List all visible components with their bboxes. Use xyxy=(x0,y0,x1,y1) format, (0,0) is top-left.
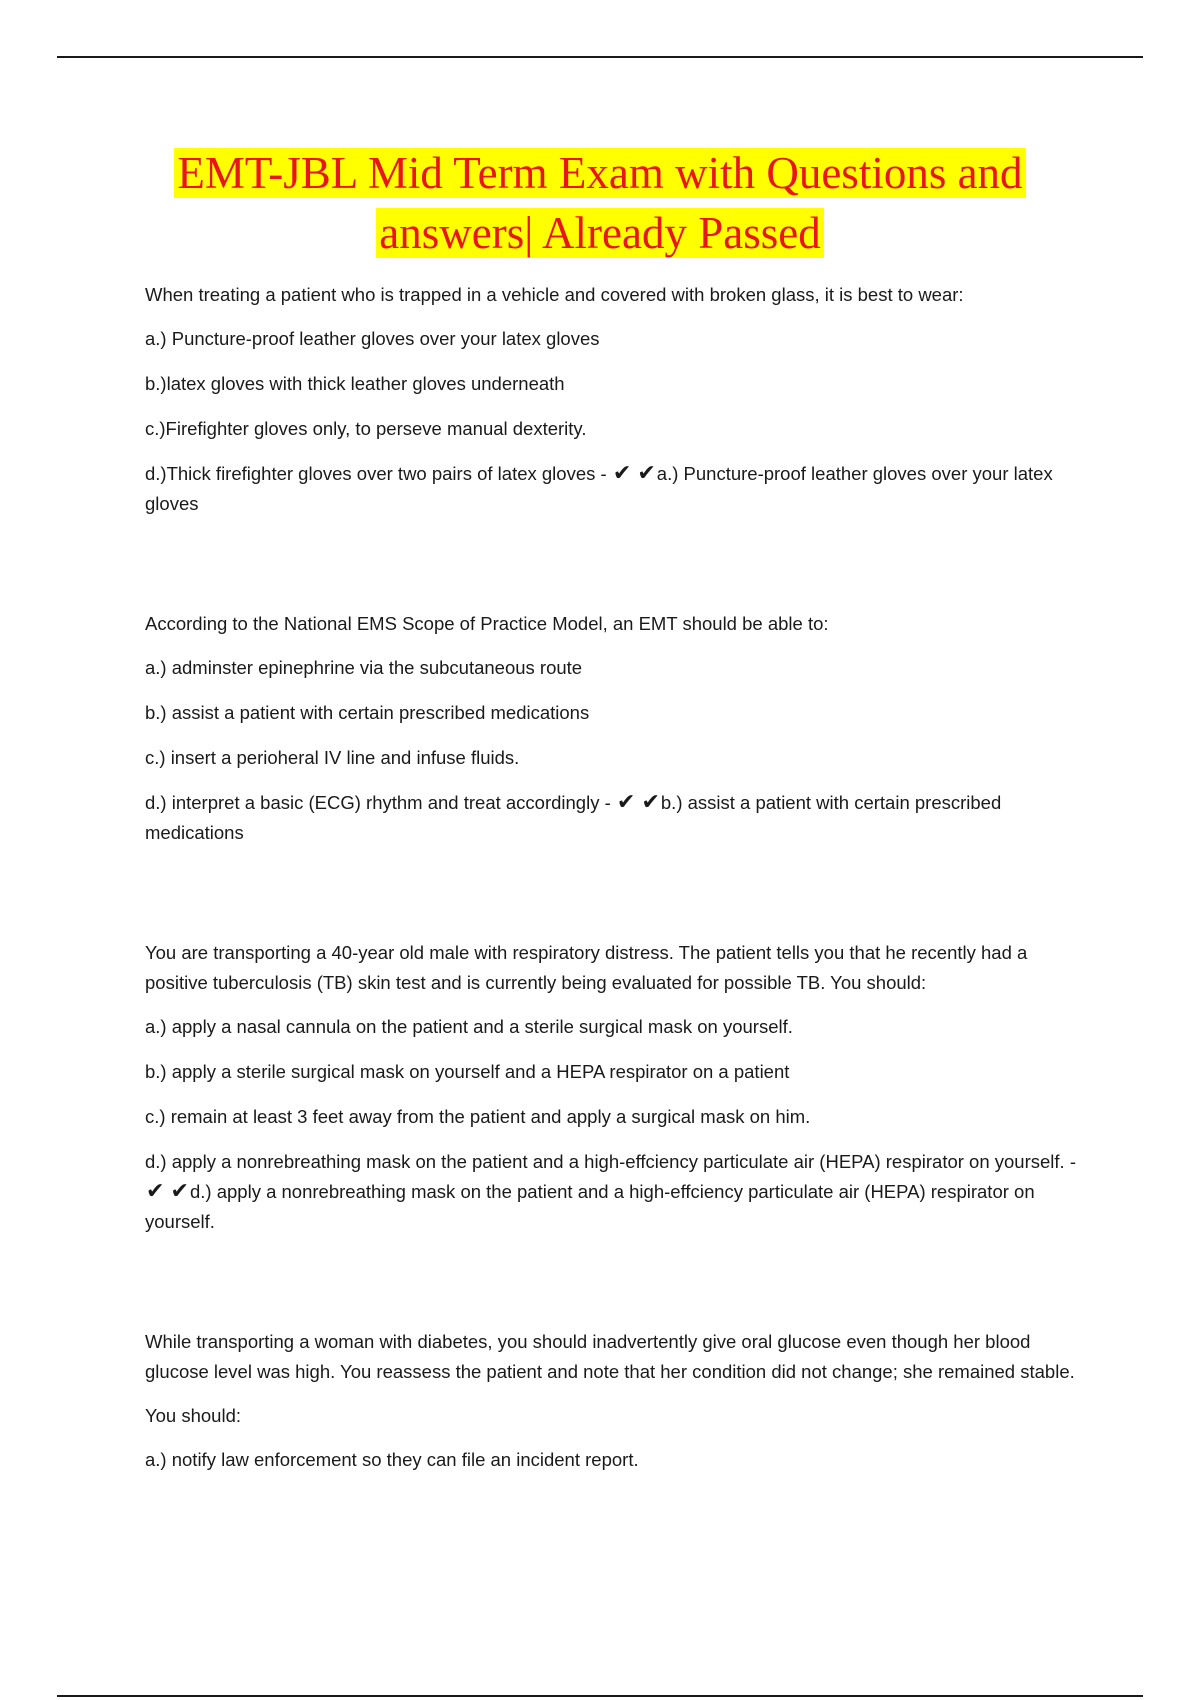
option-a: a.) apply a nasal cannula on the patient and a sterile surgical mask on yourself. xyxy=(145,1016,793,1037)
question-4 xyxy=(145,1327,1085,1475)
option-d-with-answer xyxy=(145,459,1085,519)
question-subtext: You should: xyxy=(145,1405,242,1426)
option-c: c.) remain at least 3 feet away from the patient and apply a surgical mask on him. xyxy=(145,1106,811,1127)
option-b: b.) apply a sterile surgical mask on yourself and a HEPA respirator on a patient xyxy=(145,1061,790,1082)
title-line-2: answers| Already Passed xyxy=(376,208,823,258)
option-a: a.) Puncture-proof leather gloves over your latex gloves xyxy=(145,328,600,349)
option-d: d.)Thick firefighter gloves over two pairs of latex gloves - xyxy=(145,463,607,484)
checkmark-icon: ✔ ✔ xyxy=(146,1178,189,1203)
question-text: According to the National EMS Scope of Practice Model, an EMT should be able to: xyxy=(145,613,829,634)
option-a: a.) adminster epinephrine via the subcutaneous route xyxy=(145,657,583,678)
option-c: c.)Firefighter gloves only, to perseve manual dexterity. xyxy=(145,418,587,439)
option-d: d.) apply a nonrebreathing mask on the patient and a high-effciency particulate air (HEPA) respirator on yourself. - xyxy=(145,1151,1076,1172)
footer-rule xyxy=(57,1695,1143,1697)
answer-text: d.) apply a nonrebreathing mask on the patient and a high-effciency particulate air (HEPA) respirator on yourself. xyxy=(145,1181,1035,1232)
option-d-with-answer xyxy=(145,788,1085,848)
option-b: b.)latex gloves with thick leather gloves underneath xyxy=(145,373,565,394)
question-3 xyxy=(145,938,1085,1237)
option-a: a.) notify law enforcement so they can file an incident report. xyxy=(145,1449,639,1470)
option-b: b.) assist a patient with certain prescribed medications xyxy=(145,702,590,723)
checkmark-icon: ✔ ✔ xyxy=(616,789,660,814)
checkmark-icon: ✔ ✔ xyxy=(612,460,656,485)
question-1 xyxy=(145,280,1085,519)
answer-text: b.) assist a patient with certain prescribed medications xyxy=(145,792,1002,843)
option-c: c.) insert a perioheral IV line and infuse fluids. xyxy=(145,747,520,768)
option-d: d.) interpret a basic (ECG) rhythm and treat accordingly - xyxy=(145,792,611,813)
title-line-1: EMT-JBL Mid Term Exam with Questions and xyxy=(174,148,1025,198)
question-text: While transporting a woman with diabetes, you should inadvertently give oral glucose even though her blood glucose level was high. You reassess the patient and note that her condition did not change; she remained stable. xyxy=(145,1331,1075,1382)
document-body xyxy=(145,280,1085,1565)
answer-text: a.) Puncture-proof leather gloves over your latex gloves xyxy=(145,463,1053,514)
question-text: You are transporting a 40-year old male with respiratory distress. The patient tells you that he recently had a positive tuberculosis (TB) skin test and is currently being evaluated for possible TB. You should: xyxy=(145,942,1028,993)
header-rule xyxy=(57,56,1143,58)
document-title xyxy=(100,143,1100,263)
option-d-with-answer xyxy=(145,1147,1085,1237)
question-2 xyxy=(145,609,1085,848)
question-text: When treating a patient who is trapped in a vehicle and covered with broken glass, it is best to wear: xyxy=(145,284,964,305)
